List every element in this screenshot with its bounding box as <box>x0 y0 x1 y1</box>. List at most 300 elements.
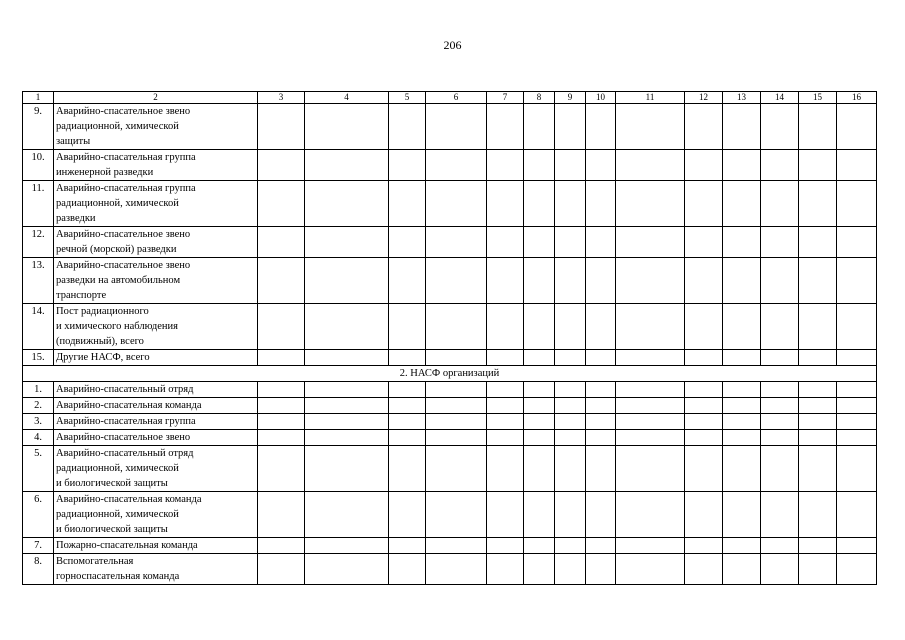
empty-cell <box>837 258 877 304</box>
empty-cell <box>616 181 685 227</box>
empty-cell <box>761 104 799 150</box>
empty-cell <box>685 150 723 181</box>
row-name-line: речной (морской) разведки <box>56 244 177 255</box>
empty-cell <box>305 430 389 446</box>
empty-cell <box>305 382 389 398</box>
empty-cell <box>487 398 524 414</box>
empty-cell <box>426 350 487 366</box>
row-name <box>54 446 258 492</box>
empty-cell <box>305 492 389 538</box>
empty-cell <box>723 258 761 304</box>
row-number: 3. <box>23 414 54 430</box>
row-name-line: разведки <box>56 213 96 224</box>
empty-cell <box>586 227 616 258</box>
empty-cell <box>555 350 586 366</box>
row-name-line: Аварийно-спасательная группа <box>56 416 196 427</box>
empty-cell <box>837 414 877 430</box>
table-row <box>23 227 877 258</box>
empty-cell <box>761 304 799 350</box>
row-name <box>54 104 258 150</box>
empty-cell <box>487 150 524 181</box>
empty-cell <box>258 492 305 538</box>
row-number: 12. <box>23 227 54 258</box>
table-row <box>23 258 877 304</box>
empty-cell <box>837 181 877 227</box>
empty-cell <box>305 350 389 366</box>
empty-cell <box>586 258 616 304</box>
empty-cell <box>723 382 761 398</box>
empty-cell <box>837 304 877 350</box>
empty-cell <box>685 304 723 350</box>
empty-cell <box>685 492 723 538</box>
row-name <box>54 430 258 446</box>
table-row <box>23 414 877 430</box>
row-number: 10. <box>23 150 54 181</box>
row-name-line: и биологической защиты <box>56 478 168 489</box>
empty-cell <box>426 304 487 350</box>
empty-cell <box>616 430 685 446</box>
row-name-line: Аварийно-спасательное звено <box>56 432 191 443</box>
empty-cell <box>258 181 305 227</box>
empty-cell <box>524 554 555 585</box>
empty-cell <box>837 104 877 150</box>
empty-cell <box>555 414 586 430</box>
empty-cell <box>389 554 426 585</box>
empty-cell <box>799 414 837 430</box>
empty-cell <box>685 398 723 414</box>
column-number: 5 <box>389 92 426 104</box>
empty-cell <box>487 554 524 585</box>
column-number-row <box>23 92 877 104</box>
empty-cell <box>616 414 685 430</box>
empty-cell <box>837 430 877 446</box>
row-name-line: радиационной, химической <box>56 198 179 209</box>
empty-cell <box>524 150 555 181</box>
column-number: 1 <box>23 92 54 104</box>
empty-cell <box>305 304 389 350</box>
empty-cell <box>837 398 877 414</box>
empty-cell <box>761 181 799 227</box>
empty-cell <box>723 430 761 446</box>
empty-cell <box>524 430 555 446</box>
column-number: 4 <box>305 92 389 104</box>
empty-cell <box>837 227 877 258</box>
empty-cell <box>305 554 389 585</box>
empty-cell <box>555 258 586 304</box>
empty-cell <box>524 258 555 304</box>
column-number: 10 <box>586 92 616 104</box>
row-name-line: разведки на автомобильном <box>56 275 181 286</box>
table-row <box>23 150 877 181</box>
row-name <box>54 414 258 430</box>
empty-cell <box>723 446 761 492</box>
empty-cell <box>586 150 616 181</box>
empty-cell <box>723 227 761 258</box>
empty-cell <box>426 398 487 414</box>
column-number: 15 <box>799 92 837 104</box>
empty-cell <box>723 554 761 585</box>
empty-cell <box>426 430 487 446</box>
empty-cell <box>799 382 837 398</box>
row-name-line: и биологической защиты <box>56 524 168 535</box>
empty-cell <box>487 227 524 258</box>
table-row <box>23 181 877 227</box>
table-row <box>23 554 877 585</box>
empty-cell <box>426 554 487 585</box>
table-row <box>23 304 877 350</box>
empty-cell <box>685 538 723 554</box>
empty-cell <box>389 414 426 430</box>
empty-cell <box>555 398 586 414</box>
empty-cell <box>258 104 305 150</box>
row-name-line: Аварийно-спасательный отряд <box>56 384 194 395</box>
empty-cell <box>305 150 389 181</box>
table-row <box>23 492 877 538</box>
empty-cell <box>555 227 586 258</box>
row-number: 15. <box>23 350 54 366</box>
empty-cell <box>616 446 685 492</box>
empty-cell <box>487 492 524 538</box>
empty-cell <box>723 150 761 181</box>
empty-cell <box>524 350 555 366</box>
row-number: 9. <box>23 104 54 150</box>
row-name-line: Аварийно-спасательная группа <box>56 183 196 194</box>
empty-cell <box>685 554 723 585</box>
table-body <box>23 92 877 585</box>
row-name <box>54 350 258 366</box>
empty-cell <box>487 538 524 554</box>
empty-cell <box>389 430 426 446</box>
table-row <box>23 398 877 414</box>
empty-cell <box>487 258 524 304</box>
empty-cell <box>389 350 426 366</box>
empty-cell <box>426 104 487 150</box>
empty-cell <box>389 181 426 227</box>
empty-cell <box>389 258 426 304</box>
empty-cell <box>799 258 837 304</box>
empty-cell <box>799 430 837 446</box>
empty-cell <box>616 382 685 398</box>
empty-cell <box>389 398 426 414</box>
row-name <box>54 398 258 414</box>
empty-cell <box>426 446 487 492</box>
empty-cell <box>258 150 305 181</box>
column-number: 6 <box>426 92 487 104</box>
table-row <box>23 350 877 366</box>
empty-cell <box>555 104 586 150</box>
empty-cell <box>524 382 555 398</box>
empty-cell <box>555 538 586 554</box>
empty-cell <box>616 350 685 366</box>
row-name-line: Аварийно-спасательная команда <box>56 494 202 505</box>
empty-cell <box>426 150 487 181</box>
empty-cell <box>799 304 837 350</box>
empty-cell <box>799 150 837 181</box>
empty-cell <box>524 446 555 492</box>
empty-cell <box>487 414 524 430</box>
column-number: 13 <box>723 92 761 104</box>
empty-cell <box>799 350 837 366</box>
row-number: 4. <box>23 430 54 446</box>
empty-cell <box>685 258 723 304</box>
empty-cell <box>524 398 555 414</box>
row-name <box>54 258 258 304</box>
row-name <box>54 554 258 585</box>
empty-cell <box>761 446 799 492</box>
row-number: 2. <box>23 398 54 414</box>
empty-cell <box>761 350 799 366</box>
empty-cell <box>426 538 487 554</box>
row-name <box>54 492 258 538</box>
empty-cell <box>799 104 837 150</box>
empty-cell <box>487 382 524 398</box>
row-number: 7. <box>23 538 54 554</box>
empty-cell <box>723 538 761 554</box>
empty-cell <box>555 150 586 181</box>
empty-cell <box>685 382 723 398</box>
row-name-line: защиты <box>56 136 91 147</box>
empty-cell <box>586 538 616 554</box>
empty-cell <box>258 304 305 350</box>
section-row <box>23 366 877 382</box>
empty-cell <box>524 538 555 554</box>
row-number: 11. <box>23 181 54 227</box>
empty-cell <box>586 414 616 430</box>
table-row <box>23 104 877 150</box>
form-table <box>22 91 877 585</box>
empty-cell <box>305 398 389 414</box>
empty-cell <box>586 398 616 414</box>
empty-cell <box>389 538 426 554</box>
empty-cell <box>389 227 426 258</box>
empty-cell <box>616 104 685 150</box>
empty-cell <box>685 104 723 150</box>
empty-cell <box>555 492 586 538</box>
empty-cell <box>258 554 305 585</box>
empty-cell <box>723 398 761 414</box>
empty-cell <box>837 150 877 181</box>
empty-cell <box>524 104 555 150</box>
empty-cell <box>426 492 487 538</box>
empty-cell <box>837 382 877 398</box>
empty-cell <box>761 430 799 446</box>
empty-cell <box>761 414 799 430</box>
row-name-line: радиационной, химической <box>56 121 179 132</box>
empty-cell <box>616 492 685 538</box>
empty-cell <box>685 227 723 258</box>
table-row <box>23 538 877 554</box>
empty-cell <box>487 446 524 492</box>
empty-cell <box>586 554 616 585</box>
empty-cell <box>426 227 487 258</box>
empty-cell <box>555 446 586 492</box>
empty-cell <box>426 258 487 304</box>
empty-cell <box>305 446 389 492</box>
column-number: 9 <box>555 92 586 104</box>
empty-cell <box>685 181 723 227</box>
empty-cell <box>389 104 426 150</box>
row-name-line: Вспомогательная <box>56 556 134 567</box>
empty-cell <box>426 382 487 398</box>
row-name-line: горноспасательная команда <box>56 571 180 582</box>
empty-cell <box>761 492 799 538</box>
empty-cell <box>524 492 555 538</box>
empty-cell <box>258 414 305 430</box>
row-name-line: радиационной, химической <box>56 463 179 474</box>
row-number: 6. <box>23 492 54 538</box>
empty-cell <box>389 304 426 350</box>
empty-cell <box>685 414 723 430</box>
empty-cell <box>555 554 586 585</box>
empty-cell <box>761 382 799 398</box>
empty-cell <box>258 538 305 554</box>
empty-cell <box>761 398 799 414</box>
empty-cell <box>258 350 305 366</box>
row-name-line: и химического наблюдения <box>56 321 178 332</box>
table-row <box>23 430 877 446</box>
empty-cell <box>555 382 586 398</box>
empty-cell <box>723 414 761 430</box>
column-number: 14 <box>761 92 799 104</box>
empty-cell <box>305 181 389 227</box>
row-name-line: Аварийно-спасательное звено <box>56 229 191 240</box>
column-number: 11 <box>616 92 685 104</box>
empty-cell <box>524 181 555 227</box>
column-number: 12 <box>685 92 723 104</box>
empty-cell <box>723 181 761 227</box>
empty-cell <box>389 492 426 538</box>
empty-cell <box>305 414 389 430</box>
empty-cell <box>837 446 877 492</box>
empty-cell <box>487 430 524 446</box>
empty-cell <box>616 150 685 181</box>
empty-cell <box>723 350 761 366</box>
empty-cell <box>761 538 799 554</box>
empty-cell <box>685 430 723 446</box>
empty-cell <box>305 258 389 304</box>
empty-cell <box>799 398 837 414</box>
row-number: 5. <box>23 446 54 492</box>
empty-cell <box>586 350 616 366</box>
empty-cell <box>586 104 616 150</box>
empty-cell <box>837 492 877 538</box>
section-title: 2. НАСФ организаций <box>23 366 877 382</box>
empty-cell <box>555 430 586 446</box>
row-name-line: Аварийно-спасательная команда <box>56 400 202 411</box>
row-number: 14. <box>23 304 54 350</box>
empty-cell <box>487 104 524 150</box>
empty-cell <box>555 181 586 227</box>
table-row <box>23 446 877 492</box>
empty-cell <box>685 446 723 492</box>
empty-cell <box>524 227 555 258</box>
row-name-line: радиационной, химической <box>56 509 179 520</box>
empty-cell <box>426 181 487 227</box>
empty-cell <box>761 227 799 258</box>
empty-cell <box>524 304 555 350</box>
empty-cell <box>258 398 305 414</box>
empty-cell <box>761 554 799 585</box>
empty-cell <box>799 227 837 258</box>
column-number: 8 <box>524 92 555 104</box>
row-name <box>54 150 258 181</box>
row-name <box>54 304 258 350</box>
row-name-line: Аварийно-спасательное звено <box>56 260 191 271</box>
empty-cell <box>258 446 305 492</box>
row-name-line: Аварийно-спасательная группа <box>56 152 196 163</box>
empty-cell <box>487 304 524 350</box>
empty-cell <box>389 446 426 492</box>
empty-cell <box>586 181 616 227</box>
row-number: 8. <box>23 554 54 585</box>
page-number: 206 <box>443 38 462 52</box>
empty-cell <box>799 538 837 554</box>
empty-cell <box>616 304 685 350</box>
empty-cell <box>305 104 389 150</box>
empty-cell <box>389 150 426 181</box>
empty-cell <box>389 382 426 398</box>
empty-cell <box>799 554 837 585</box>
empty-cell <box>616 227 685 258</box>
empty-cell <box>258 258 305 304</box>
row-name-line: Пост радиационного <box>56 306 149 317</box>
empty-cell <box>723 492 761 538</box>
row-number: 13. <box>23 258 54 304</box>
row-name <box>54 538 258 554</box>
row-name-line: Аварийно-спасательный отряд <box>56 448 194 459</box>
row-name <box>54 181 258 227</box>
empty-cell <box>761 150 799 181</box>
empty-cell <box>258 227 305 258</box>
empty-cell <box>799 492 837 538</box>
row-name <box>54 382 258 398</box>
empty-cell <box>426 414 487 430</box>
row-name-line: (подвижный), всего <box>56 336 144 347</box>
column-number: 7 <box>487 92 524 104</box>
empty-cell <box>616 258 685 304</box>
column-number: 3 <box>258 92 305 104</box>
column-number: 2 <box>54 92 258 104</box>
empty-cell <box>305 538 389 554</box>
empty-cell <box>837 554 877 585</box>
empty-cell <box>799 181 837 227</box>
empty-cell <box>258 430 305 446</box>
empty-cell <box>487 181 524 227</box>
empty-cell <box>586 304 616 350</box>
empty-cell <box>616 554 685 585</box>
empty-cell <box>258 382 305 398</box>
empty-cell <box>723 304 761 350</box>
empty-cell <box>837 350 877 366</box>
row-name <box>54 227 258 258</box>
empty-cell <box>524 414 555 430</box>
empty-cell <box>616 538 685 554</box>
column-number: 16 <box>837 92 877 104</box>
empty-cell <box>837 538 877 554</box>
row-name-line: Пожарно-спасательная команда <box>56 540 198 551</box>
empty-cell <box>799 446 837 492</box>
empty-cell <box>305 227 389 258</box>
empty-cell <box>761 258 799 304</box>
empty-cell <box>685 350 723 366</box>
empty-cell <box>616 398 685 414</box>
row-name-line: Аварийно-спасательное звено <box>56 106 191 117</box>
empty-cell <box>723 104 761 150</box>
empty-cell <box>555 304 586 350</box>
row-name-line: транспорте <box>56 290 107 301</box>
empty-cell <box>586 382 616 398</box>
table-row <box>23 382 877 398</box>
